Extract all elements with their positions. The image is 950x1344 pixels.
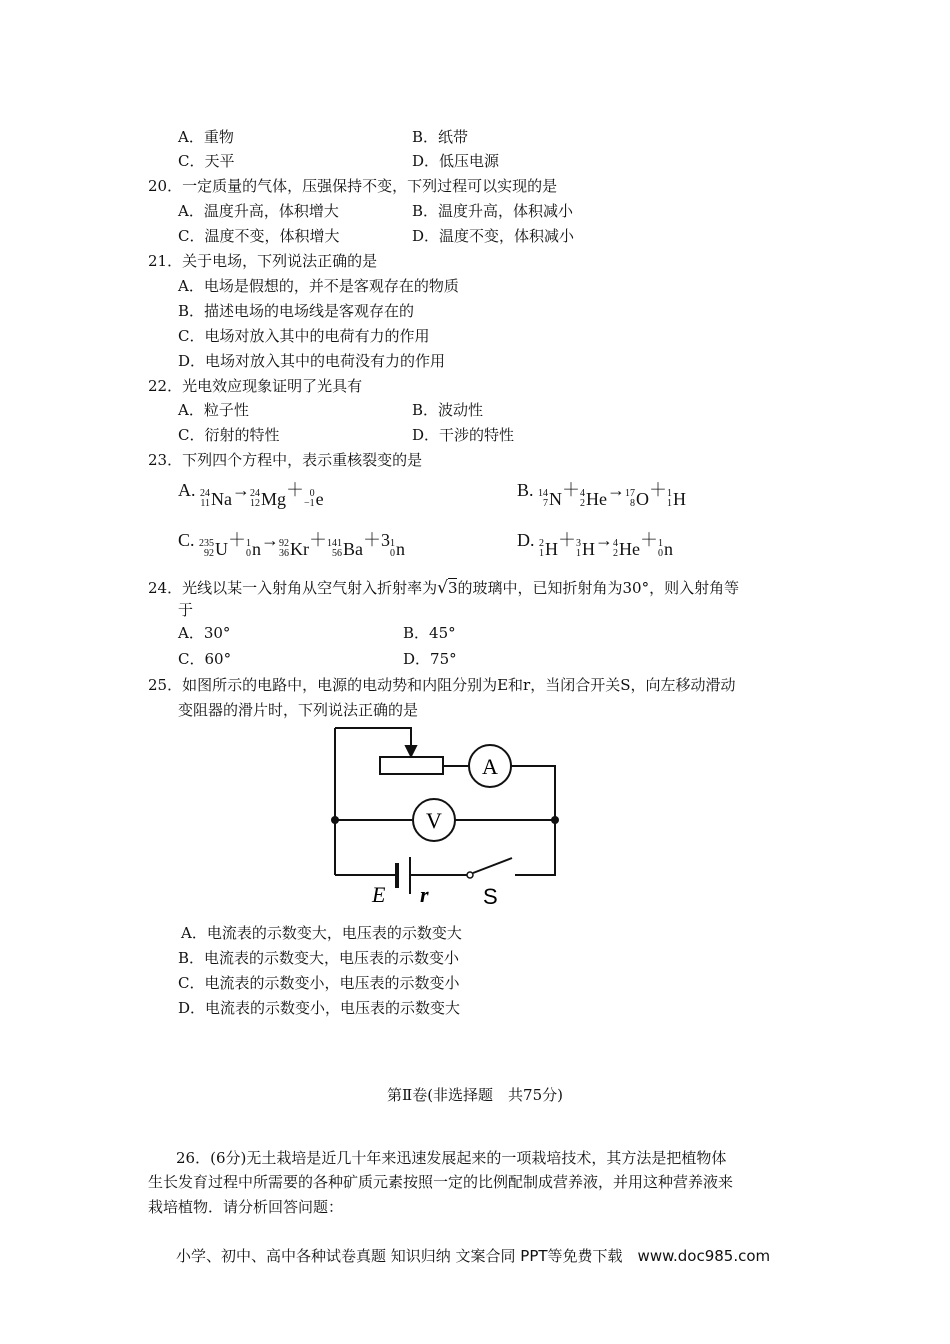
- element-symbol: He: [619, 539, 640, 559]
- nuclide: [658, 537, 673, 561]
- element-symbol: n: [396, 539, 406, 559]
- equation-text: ＋: [562, 480, 581, 500]
- element-symbol: H: [582, 539, 595, 559]
- q19-option-d: D．低压电源: [412, 152, 500, 170]
- mass-number: 1: [658, 538, 663, 549]
- element-symbol: U: [215, 539, 229, 559]
- equation-text: →: [261, 530, 280, 550]
- q21-option-d: D．电场对放入其中的电荷没有力的作用: [178, 352, 446, 370]
- q21-stem: 21．关于电场，下列说法正确的是: [148, 252, 378, 270]
- q20-option-d: D．温度不变，体积减小: [412, 227, 575, 245]
- element-symbol: H: [545, 539, 558, 559]
- junction-dot: [551, 816, 559, 824]
- mass-number: 2: [539, 538, 544, 549]
- nuclide: [576, 537, 595, 561]
- mass-number: 17: [625, 488, 636, 499]
- sqrt-symbol: √: [437, 578, 448, 598]
- equation-text: →: [595, 530, 613, 550]
- q24-stem-text-2: 的玻璃中，已知折射角为30°，则入射角等: [457, 579, 740, 597]
- element-symbol: Na: [211, 489, 232, 509]
- nuclide: [625, 487, 649, 511]
- q25-option-a: A．电流表的示数变大，电压表的示数变大: [181, 924, 462, 942]
- switch-label: S: [483, 884, 498, 909]
- atomic-number: 1: [576, 548, 581, 559]
- nuclide: [580, 487, 607, 511]
- mass-number: 92: [279, 538, 290, 549]
- mass-number: 4: [580, 488, 586, 499]
- q23-option-a: [178, 478, 324, 511]
- mass-number: 1: [246, 538, 252, 549]
- q21-option-c: C．电场对放入其中的电荷有力的作用: [178, 327, 430, 345]
- atomic-number: 1: [539, 548, 544, 559]
- element-symbol: O: [636, 489, 650, 509]
- q20-option-c: C．温度不变，体积增大: [178, 227, 340, 245]
- equation-text: C.: [178, 530, 200, 550]
- atomic-number: 1: [667, 498, 673, 509]
- element-symbol: Mg: [261, 489, 287, 509]
- equation-text: →: [607, 480, 626, 500]
- q24-stem: [148, 578, 739, 598]
- q23-option-d: [517, 528, 673, 561]
- element-symbol: n: [664, 539, 673, 559]
- q20-option-b: B．温度升高，体积减小: [412, 202, 574, 220]
- q25-option-b: B．电流表的示数变大，电压表的示数变小: [178, 949, 460, 967]
- sqrt-value: 3: [447, 579, 458, 597]
- q22-option-a: A．粒子性: [178, 401, 249, 419]
- equation-text: ＋: [228, 530, 247, 550]
- nuclide: [538, 487, 562, 511]
- q22-option-b: B．波动性: [412, 401, 484, 419]
- equation-text: ＋: [309, 530, 328, 550]
- element-symbol: N: [549, 489, 563, 509]
- rheostat: [380, 757, 443, 774]
- atomic-number: −1: [304, 498, 315, 509]
- q24-stem-continued: 于: [178, 601, 194, 619]
- mass-number: 1: [390, 538, 396, 549]
- q22-stem: 22．光电效应现象证明了光具有: [148, 377, 363, 395]
- q22-option-d: D．干涉的特性: [412, 426, 515, 444]
- q23-option-b: [517, 478, 686, 511]
- equation-text: B.: [517, 480, 539, 500]
- nuclide: [667, 487, 686, 511]
- q24-stem-text: 24．光线以某一入射角从空气射入折射率为: [148, 579, 438, 597]
- equation-text: →: [232, 480, 250, 500]
- nuclide: [390, 537, 405, 561]
- emf-label: E: [372, 882, 386, 907]
- q20-stem: 20．一定质量的气体，压强保持不变，下列过程可以实现的是: [148, 177, 558, 195]
- q25-option-c: C．电流表的示数变小，电压表的示数变小: [178, 974, 460, 992]
- nuclide: [199, 537, 228, 561]
- q24-option-d: D．75°: [403, 650, 457, 668]
- equation-text: ＋: [558, 530, 576, 550]
- mass-number: 235: [199, 538, 215, 549]
- circuit-diagram: [320, 720, 570, 910]
- mass-number: 14: [538, 488, 549, 499]
- equation-text: ＋3: [363, 530, 391, 550]
- q24-option-a: A．30°: [178, 624, 231, 642]
- q19-option-a: A．重物: [178, 128, 234, 146]
- mass-number: 4: [613, 538, 618, 549]
- wire: [335, 728, 411, 750]
- nuclide: [327, 537, 363, 561]
- switch-pivot: [467, 872, 473, 878]
- mass-number: 141: [327, 538, 343, 549]
- mass-number: 3: [576, 538, 581, 549]
- equation-text: ＋: [286, 480, 305, 500]
- nuclide: [279, 537, 309, 561]
- q26-line-3: 栽培植物．请分析回答问题：: [148, 1198, 344, 1216]
- atomic-number: 7: [543, 498, 549, 509]
- nuclide: [613, 537, 640, 561]
- nuclide: [246, 537, 261, 561]
- nuclide: [250, 487, 286, 511]
- switch-lever: [473, 858, 512, 873]
- q24-option-b: B．45°: [403, 624, 456, 642]
- internal-resistance-label: r: [420, 882, 429, 907]
- atomic-number: 0: [390, 548, 396, 559]
- atomic-number: 11: [200, 498, 210, 509]
- q19-option-b: B．纸带: [412, 128, 469, 146]
- q22-option-c: C．衍射的特性: [178, 426, 280, 444]
- mass-number: 24: [200, 488, 210, 499]
- equation-text: ＋: [649, 480, 668, 500]
- q26-line-1: 26．(6分)无土栽培是近几十年来迅速发展起来的一项栽培技术，其方法是把植物体: [176, 1149, 727, 1167]
- atomic-number: 0: [658, 548, 663, 559]
- mass-number: 0: [309, 488, 315, 499]
- equation-text: A.: [178, 480, 200, 500]
- atomic-number: 2: [580, 498, 586, 509]
- junction-dot: [331, 816, 339, 824]
- element-symbol: H: [673, 489, 687, 509]
- slider-arrow-icon: [406, 746, 416, 756]
- atomic-number: 56: [332, 548, 343, 559]
- q25-option-d: D．电流表的示数变小，电压表的示数变大: [178, 999, 461, 1017]
- q21-option-a: A．电场是假想的，并不是客观存在的物质: [178, 277, 459, 295]
- mass-number: 1: [667, 488, 673, 499]
- equation-text: D.: [517, 530, 539, 550]
- footer-text: 小学、初中、高中各种试卷真题 知识归纳 文案合同 PPT等免费下载 www.doc985.com: [176, 1247, 771, 1265]
- ammeter-label: A: [482, 754, 498, 779]
- element-symbol: e: [315, 489, 324, 509]
- q23-option-c: [178, 528, 405, 561]
- element-symbol: n: [252, 539, 262, 559]
- atomic-number: 0: [246, 548, 252, 559]
- atomic-number: 12: [250, 498, 260, 509]
- element-symbol: He: [586, 489, 608, 509]
- q20-option-a: A．温度升高，体积增大: [178, 202, 339, 220]
- q24-option-c: C．60°: [178, 650, 232, 668]
- atomic-number: 36: [279, 548, 290, 559]
- q19-option-c: C．天平: [178, 152, 235, 170]
- equation-text: ＋: [640, 530, 658, 550]
- nuclide: [200, 487, 232, 511]
- nuclide: [539, 537, 558, 561]
- q25-stem: 25．如图所示的电路中，电源的电动势和内阻分别为E和r，当闭合开关S，向左移动滑动: [148, 676, 736, 694]
- voltmeter-label: V: [426, 808, 442, 833]
- element-symbol: Ba: [343, 539, 364, 559]
- q26-line-2: 生长发育过程中所需要的各种矿质元素按照一定的比例配制成营养液，并用这种营养液来: [148, 1173, 734, 1191]
- mass-number: 24: [250, 488, 260, 499]
- section-heading: 第Ⅱ卷(非选择题 共75分): [387, 1086, 563, 1104]
- atomic-number: 2: [613, 548, 618, 559]
- q25-stem-continued: 变阻器的滑片时，下列说法正确的是: [178, 701, 419, 719]
- q21-option-b: B．描述电场的电场线是客观存在的: [178, 302, 415, 320]
- atomic-number: 8: [630, 498, 636, 509]
- atomic-number: 92: [204, 548, 215, 559]
- q23-stem: 23．下列四个方程中，表示重核裂变的是: [148, 451, 423, 469]
- element-symbol: Kr: [290, 539, 310, 559]
- nuclide: [304, 487, 324, 511]
